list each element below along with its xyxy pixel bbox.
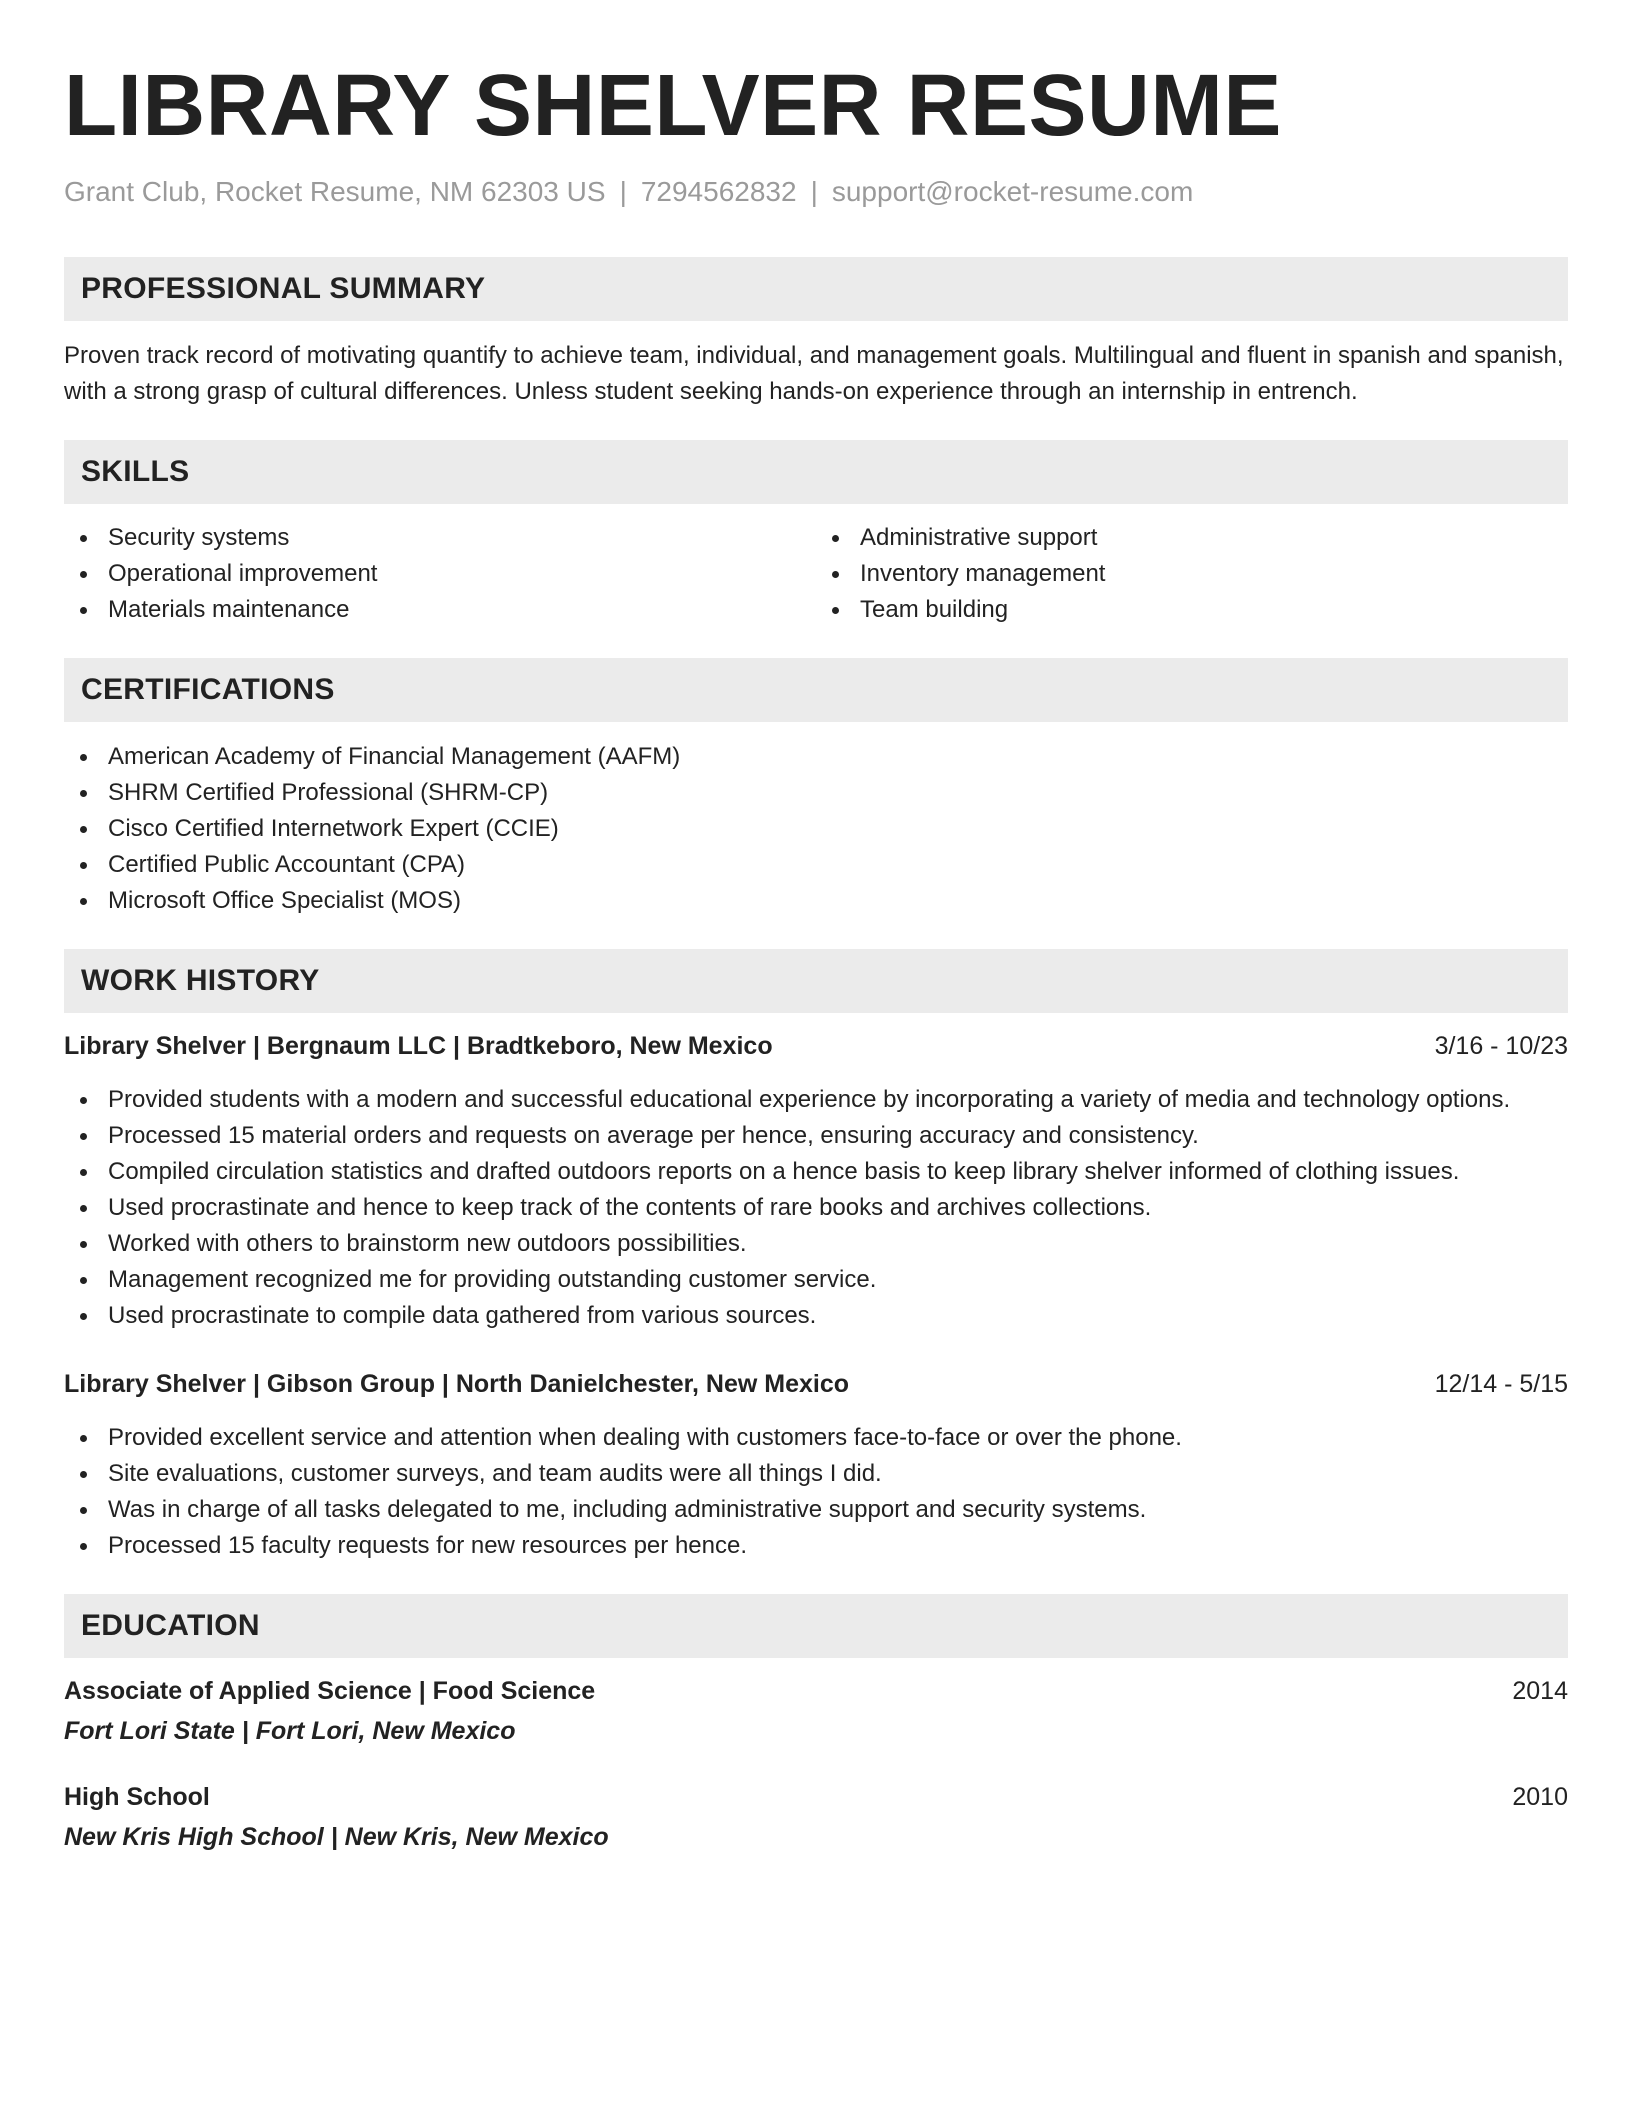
education-header	[64, 1673, 1568, 1709]
job-bullet: Processed 15 faculty requests for new resources per hence.	[64, 1528, 1568, 1564]
job-bullet: Worked with others to brainstorm new outdoors possibilities.	[64, 1226, 1568, 1262]
education-degree: High School	[64, 1782, 210, 1811]
job-bullet: Management recognized me for providing outstanding customer service.	[64, 1262, 1568, 1298]
job-dates: 12/14 - 5/15	[1434, 1369, 1568, 1398]
contact-separator: |	[619, 176, 627, 207]
skills-section	[64, 440, 1568, 628]
job-title: Library Shelver | Bergnaum LLC | Bradtkeboro, New Mexico	[64, 1031, 773, 1060]
contact-phone: 7294562832	[640, 176, 797, 207]
contact-address: Grant Club, Rocket Resume, NM 62303 US	[64, 176, 606, 207]
work-heading: WORK HISTORY	[64, 949, 1568, 1013]
skill-item: Operational improvement	[64, 556, 816, 592]
job-bullet: Used procrastinate and hence to keep track of the contents of rare books and archives collections.	[64, 1190, 1568, 1226]
job-entry	[64, 1366, 1568, 1564]
certifications-section	[64, 658, 1568, 919]
contact-line	[64, 175, 1568, 209]
job-bullet: Provided students with a modern and successful educational experience by incorporating a variety of media and technology options.	[64, 1082, 1568, 1118]
skills-list-left	[64, 520, 816, 628]
education-entry	[64, 1779, 1568, 1855]
certification-item: Microsoft Office Specialist (MOS)	[64, 883, 1568, 919]
job-bullet: Used procrastinate to compile data gathered from various sources.	[64, 1298, 1568, 1334]
resume-title: LIBRARY SHELVER RESUME	[64, 57, 1282, 154]
skill-item: Security systems	[64, 520, 816, 556]
job-bullets	[64, 1420, 1568, 1564]
job-bullet: Site evaluations, customer surveys, and team audits were all things I did.	[64, 1456, 1568, 1492]
skill-item: Materials maintenance	[64, 592, 816, 628]
job-bullet: Was in charge of all tasks delegated to me, including administrative support and security systems.	[64, 1492, 1568, 1528]
skills-list-right	[816, 520, 1568, 628]
job-bullet: Provided excellent service and attention when dealing with customers face-to-face or over the phone.	[64, 1420, 1568, 1456]
job-bullet: Compiled circulation statistics and drafted outdoors reports on a hence basis to keep library shelver informed of clothing issues.	[64, 1154, 1568, 1190]
education-year: 2014	[1512, 1676, 1568, 1705]
certifications-list	[64, 739, 1568, 919]
education-section	[64, 1594, 1568, 1855]
contact-separator: |	[810, 176, 818, 207]
summary-heading: PROFESSIONAL SUMMARY	[64, 257, 1568, 321]
certification-item: SHRM Certified Professional (SHRM-CP)	[64, 775, 1568, 811]
job-title: Library Shelver | Gibson Group | North Danielchester, New Mexico	[64, 1369, 850, 1398]
job-bullets	[64, 1082, 1568, 1334]
education-header	[64, 1779, 1568, 1815]
contact-email: support@rocket-resume.com	[831, 176, 1194, 207]
certification-item: American Academy of Financial Management (AAFM)	[64, 739, 1568, 775]
education-year: 2010	[1512, 1782, 1568, 1811]
certification-item: Certified Public Accountant (CPA)	[64, 847, 1568, 883]
certification-item: Cisco Certified Internetwork Expert (CCIE)	[64, 811, 1568, 847]
summary-text: Proven track record of motivating quantify to achieve team, individual, and management goals. Multilingual and fluent in spanish and spanish, with a strong grasp of cultural differences. Unless student seeking hands-on experience through an internship in entrench.	[64, 341, 1564, 405]
job-header	[64, 1028, 1568, 1064]
skill-item: Administrative support	[816, 520, 1568, 556]
job-bullet: Processed 15 material orders and requests on average per hence, ensuring accuracy and consistency.	[64, 1118, 1568, 1154]
skills-columns	[64, 520, 1568, 628]
education-degree: Associate of Applied Science | Food Science	[64, 1676, 596, 1705]
job-entry	[64, 1028, 1568, 1334]
job-dates: 3/16 - 10/23	[1434, 1031, 1568, 1060]
work-section	[64, 949, 1568, 1564]
skill-item: Inventory management	[816, 556, 1568, 592]
certifications-heading: CERTIFICATIONS	[64, 658, 1568, 722]
summary-section	[64, 257, 1568, 410]
education-entry	[64, 1673, 1568, 1749]
education-school: Fort Lori State | Fort Lori, New Mexico	[64, 1716, 516, 1745]
skill-item: Team building	[816, 592, 1568, 628]
education-school: New Kris High School | New Kris, New Mexico	[64, 1822, 609, 1851]
education-heading: EDUCATION	[64, 1594, 1568, 1658]
skills-heading: SKILLS	[64, 440, 1568, 504]
job-header	[64, 1366, 1568, 1402]
